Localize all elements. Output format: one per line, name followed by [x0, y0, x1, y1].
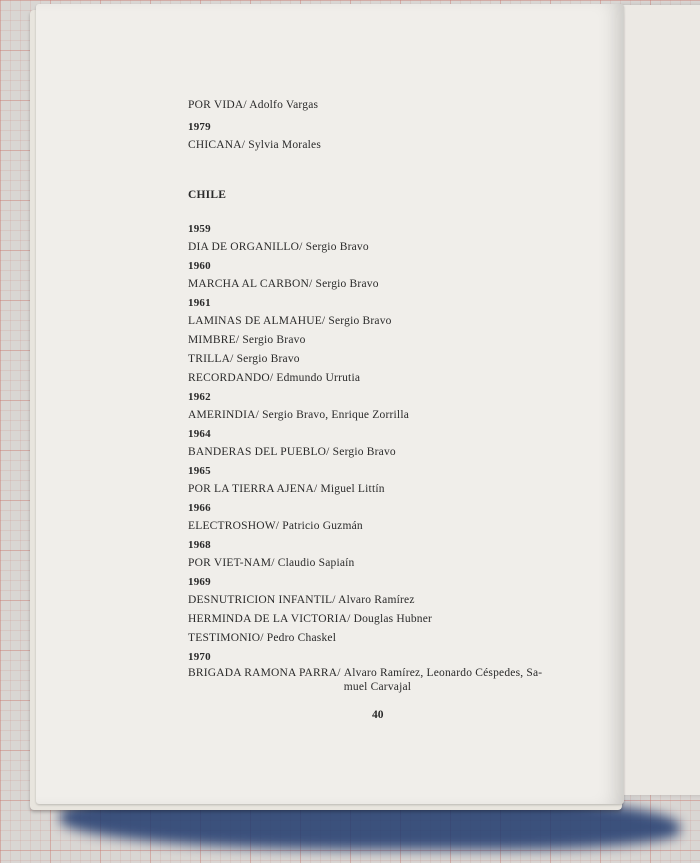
- year-heading: 1959: [188, 223, 211, 235]
- filmography-list: [188, 96, 588, 694]
- list-item: AMERINDIA/ Sergio Bravo, Enrique Zorrilla: [188, 409, 410, 421]
- page-number: 40: [372, 709, 384, 721]
- list-item: BANDERAS DEL PUEBLO/ Sergio Bravo: [188, 446, 396, 458]
- year-heading: 1962: [188, 391, 211, 403]
- year-heading: 1966: [188, 502, 211, 514]
- list-item: POR LA TIERRA AJENA/ Miguel Littín: [188, 483, 385, 495]
- facing-page-edge: [622, 5, 700, 795]
- list-item: MIMBRE/ Sergio Bravo: [188, 334, 306, 346]
- year-heading: 1965: [188, 465, 211, 477]
- list-item: TESTIMONIO/ Pedro Chaskel: [188, 632, 337, 644]
- country-heading: CHILE: [188, 188, 227, 201]
- list-item: HERMINDA DE LA VICTORIA/ Douglas Hubner: [188, 613, 433, 625]
- list-item: TRILLA/ Sergio Bravo: [188, 353, 300, 365]
- year-heading: 1969: [188, 576, 211, 588]
- year-heading: 1960: [188, 260, 211, 272]
- list-item: POR VIET-NAM/ Claudio Sapiaín: [188, 557, 355, 569]
- list-item: LAMINAS DE ALMAHUE/ Sergio Bravo: [188, 315, 392, 327]
- year-heading: 1970: [188, 651, 211, 663]
- list-item: DIA DE ORGANILLO/ Sergio Bravo: [188, 241, 369, 253]
- year-heading: 1968: [188, 539, 211, 551]
- list-item: RECORDANDO/ Edmundo Urrutia: [188, 372, 361, 384]
- list-item: MARCHA AL CARBON/ Sergio Bravo: [188, 278, 379, 290]
- year-heading: 1979: [188, 121, 211, 133]
- list-item: ELECTROSHOW/ Patricio Guzmán: [188, 520, 363, 532]
- year-heading: 1961: [188, 297, 211, 309]
- list-item: DESNUTRICION INFANTIL/ Alvaro Ramírez: [188, 594, 415, 606]
- list-item: BRIGADA RAMONA PARRA/ Alvaro Ramírez, Leonardo Céspedes, Sa-muel Carvajal: [188, 667, 543, 693]
- list-item: POR VIDA/ Adolfo Vargas: [188, 99, 319, 111]
- year-heading: 1964: [188, 428, 211, 440]
- list-item: CHICANA/ Sylvia Morales: [188, 139, 322, 151]
